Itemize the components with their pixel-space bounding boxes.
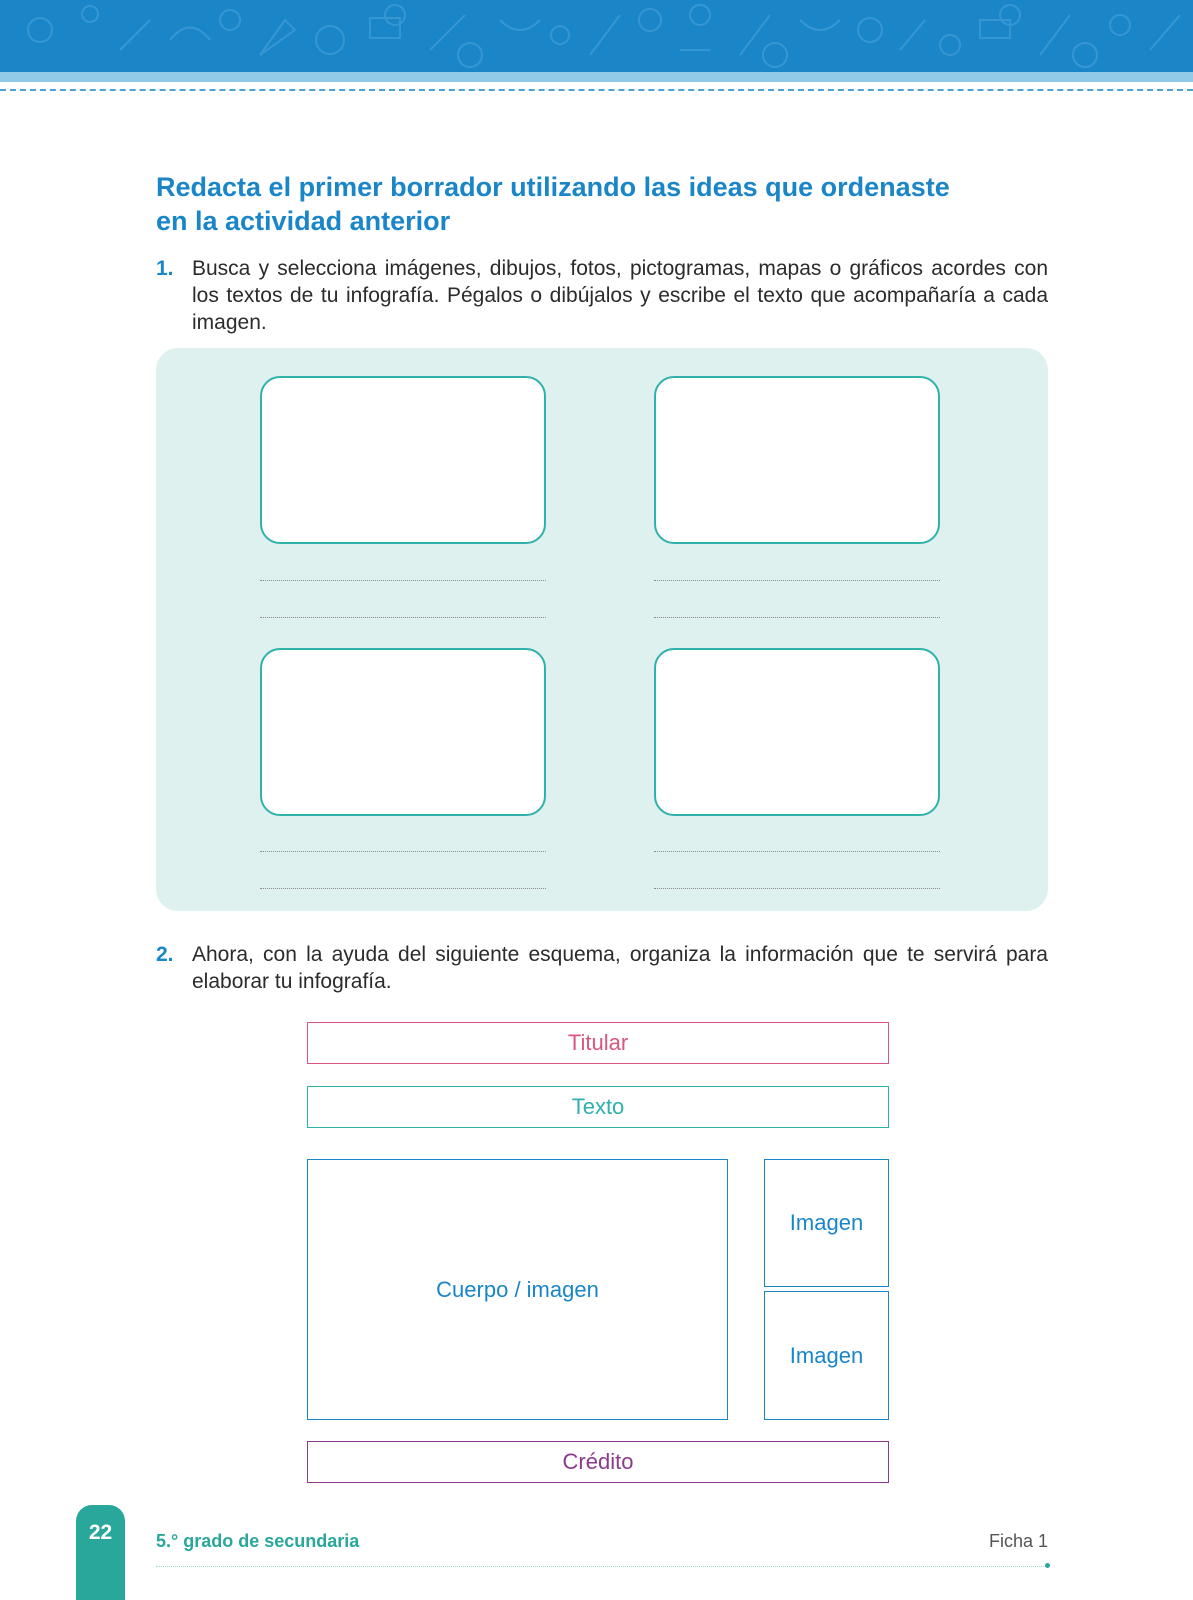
heading-line-1: Redacta el primer borrador utilizando las ideas que ordenaste (156, 172, 950, 202)
grade-label: 5.° grado de secundaria (156, 1531, 360, 1551)
image-slot[interactable] (654, 376, 940, 544)
scheme-cuerpo-box: Cuerpo / imagen (307, 1159, 728, 1420)
caption-line[interactable] (654, 851, 940, 852)
instruction-number: 1. (156, 257, 174, 280)
instruction-2 (156, 941, 1048, 995)
caption-line[interactable] (654, 617, 940, 618)
footer-divider (156, 1566, 1048, 1567)
caption-line[interactable] (654, 888, 940, 889)
footer-dot (1045, 1563, 1050, 1568)
header-dashed-divider (0, 89, 1193, 91)
header-stripe (0, 72, 1193, 82)
scheme-texto-box: Texto (307, 1086, 889, 1128)
image-slot[interactable] (260, 648, 546, 816)
instruction-text: Busca y selecciona imágenes, dibujos, fotos, pictogramas, mapas o gráficos acordes con los textos de tu infografía. Pégalos o dibújalos y escribe el texto que acompañaría a cada imagen. (192, 257, 1048, 334)
caption-line[interactable] (260, 580, 546, 581)
caption-line[interactable] (260, 851, 546, 852)
scheme-titular-box: Titular (307, 1022, 889, 1064)
doodle-pattern (0, 0, 1193, 72)
instruction-1 (156, 255, 1048, 336)
page-number-tab: 22 (76, 1505, 125, 1600)
image-slot[interactable] (654, 648, 940, 816)
caption-line[interactable] (260, 888, 546, 889)
section-heading (156, 170, 1056, 238)
caption-line[interactable] (654, 580, 940, 581)
instruction-number: 2. (156, 943, 174, 966)
caption-line[interactable] (260, 617, 546, 618)
header-banner (0, 0, 1193, 72)
image-activity-panel (156, 348, 1048, 911)
scheme-credito-box: Crédito (307, 1441, 889, 1483)
scheme-imagen-box-2: Imagen (764, 1291, 889, 1420)
instruction-text: Ahora, con la ayuda del siguiente esquema, organiza la información que te servirá para elaborar tu infografía. (192, 943, 1048, 993)
heading-line-2: en la actividad anterior (156, 206, 451, 236)
scheme-imagen-box-1: Imagen (764, 1159, 889, 1287)
image-slot[interactable] (260, 376, 546, 544)
ficha-label: Ficha 1 (988, 1531, 1048, 1551)
